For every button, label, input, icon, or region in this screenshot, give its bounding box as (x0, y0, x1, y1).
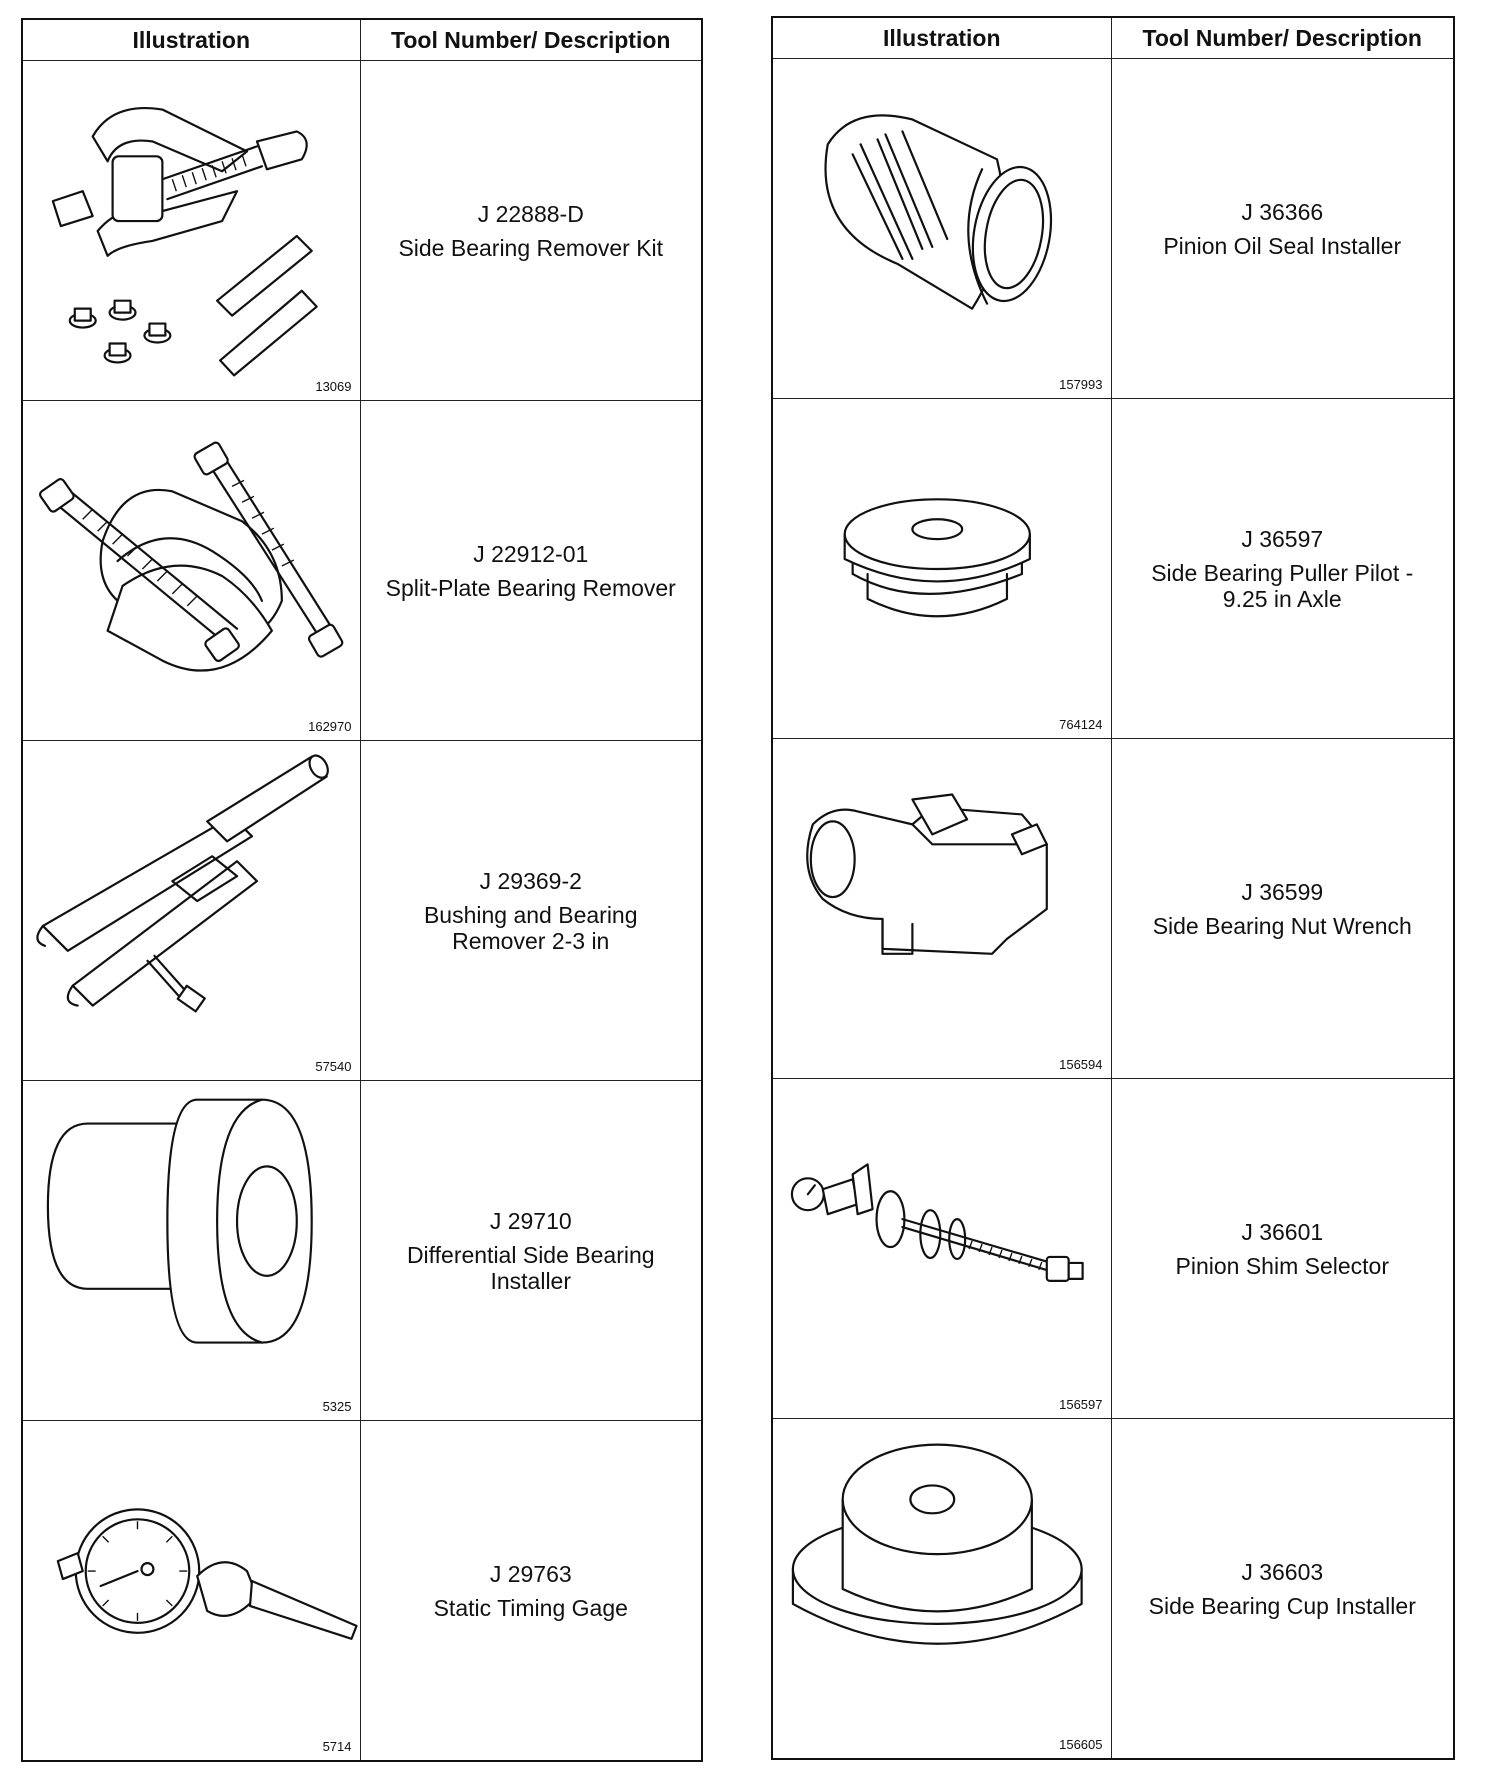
illustration-cell (772, 1419, 1111, 1760)
tool-description: Side Bearing Cup Installer (1148, 1592, 1416, 1619)
puller-kit-icon (23, 61, 360, 400)
header-illustration: Illustration (772, 17, 1111, 59)
tool-description: Differential Side Bearing Installer (406, 1241, 655, 1294)
tool-number: J 36601 (1241, 1218, 1324, 1245)
figure-number: 157993 (1059, 377, 1103, 392)
figure-number: 57540 (315, 1059, 352, 1074)
timing-gage-icon (23, 1421, 360, 1760)
tool-number: J 36597 (1241, 525, 1324, 552)
table-row (22, 741, 702, 1081)
cup-installer-icon (773, 1419, 1111, 1758)
figure-number: 156597 (1059, 1397, 1103, 1412)
tool-number: J 22912-01 (473, 540, 589, 567)
tool-number: J 29710 (489, 1207, 572, 1234)
table-row (772, 739, 1454, 1079)
nut-wrench-icon (773, 739, 1111, 1078)
bearing-installer-icon (23, 1081, 360, 1420)
tool-description-cell (1111, 1079, 1454, 1419)
tool-table-left (21, 18, 703, 1762)
table-row (772, 1079, 1454, 1419)
illustration-cell (22, 61, 360, 401)
illustration-cell (772, 59, 1111, 399)
tool-description: Pinion Oil Seal Installer (1163, 232, 1402, 259)
illustration-cell (22, 1421, 360, 1762)
figure-number: 156594 (1059, 1057, 1103, 1072)
bushing-remover-icon (23, 741, 360, 1080)
figure-number: 156605 (1059, 1737, 1103, 1752)
table-row (772, 399, 1454, 739)
tool-description-cell (360, 1081, 702, 1421)
tool-description: Side Bearing Nut Wrench (1152, 912, 1412, 939)
tool-number: J 36599 (1241, 878, 1324, 905)
seal-installer-icon (773, 59, 1111, 398)
illustration-cell (22, 401, 360, 741)
illustration-cell (772, 739, 1111, 1079)
tool-description: Side Bearing Puller Pilot - 9.25 in Axle (1151, 559, 1414, 612)
split-plate-icon (23, 401, 360, 740)
tool-description-cell (360, 1421, 702, 1762)
tool-description-cell (1111, 399, 1454, 739)
header-tool: Tool Number/ Description (360, 19, 702, 61)
puller-pilot-icon (773, 399, 1111, 738)
header-row (22, 19, 702, 61)
illustration-cell (772, 1079, 1111, 1419)
tool-number: J 36603 (1241, 1558, 1324, 1585)
figure-number: 5714 (322, 1739, 352, 1754)
tool-description: Static Timing Gage (433, 1594, 628, 1621)
header-tool: Tool Number/ Description (1111, 17, 1454, 59)
header-row (772, 17, 1454, 59)
tool-description-cell (360, 61, 702, 401)
shim-selector-icon (773, 1079, 1111, 1418)
tool-description: Bushing and Bearing Remover 2-3 in (423, 901, 638, 954)
table-row (22, 1421, 702, 1762)
table-row (772, 59, 1454, 399)
tool-description: Pinion Shim Selector (1175, 1252, 1389, 1279)
tool-number: J 29369-2 (479, 867, 582, 894)
table-row (22, 61, 702, 401)
tool-description-cell (1111, 1419, 1454, 1760)
header-illustration: Illustration (22, 19, 360, 61)
tool-description: Side Bearing Remover Kit (398, 234, 664, 261)
tool-description-cell (360, 741, 702, 1081)
tool-description-cell (1111, 739, 1454, 1079)
tool-number: J 29763 (489, 1560, 572, 1587)
tool-description-cell (1111, 59, 1454, 399)
tool-number: J 22888-D (477, 200, 584, 227)
figure-number: 162970 (308, 719, 352, 734)
table-row (22, 1081, 702, 1421)
illustration-cell (22, 1081, 360, 1421)
tool-number: J 36366 (1241, 198, 1324, 225)
figure-number: 5325 (322, 1399, 352, 1414)
figure-number: 764124 (1059, 717, 1103, 732)
illustration-cell (22, 741, 360, 1081)
tool-description: Split-Plate Bearing Remover (385, 574, 676, 601)
table-row (22, 401, 702, 741)
figure-number: 13069 (315, 379, 352, 394)
table-row (772, 1419, 1454, 1760)
tool-description-cell (360, 401, 702, 741)
illustration-cell (772, 399, 1111, 739)
tool-table-right (771, 16, 1455, 1760)
